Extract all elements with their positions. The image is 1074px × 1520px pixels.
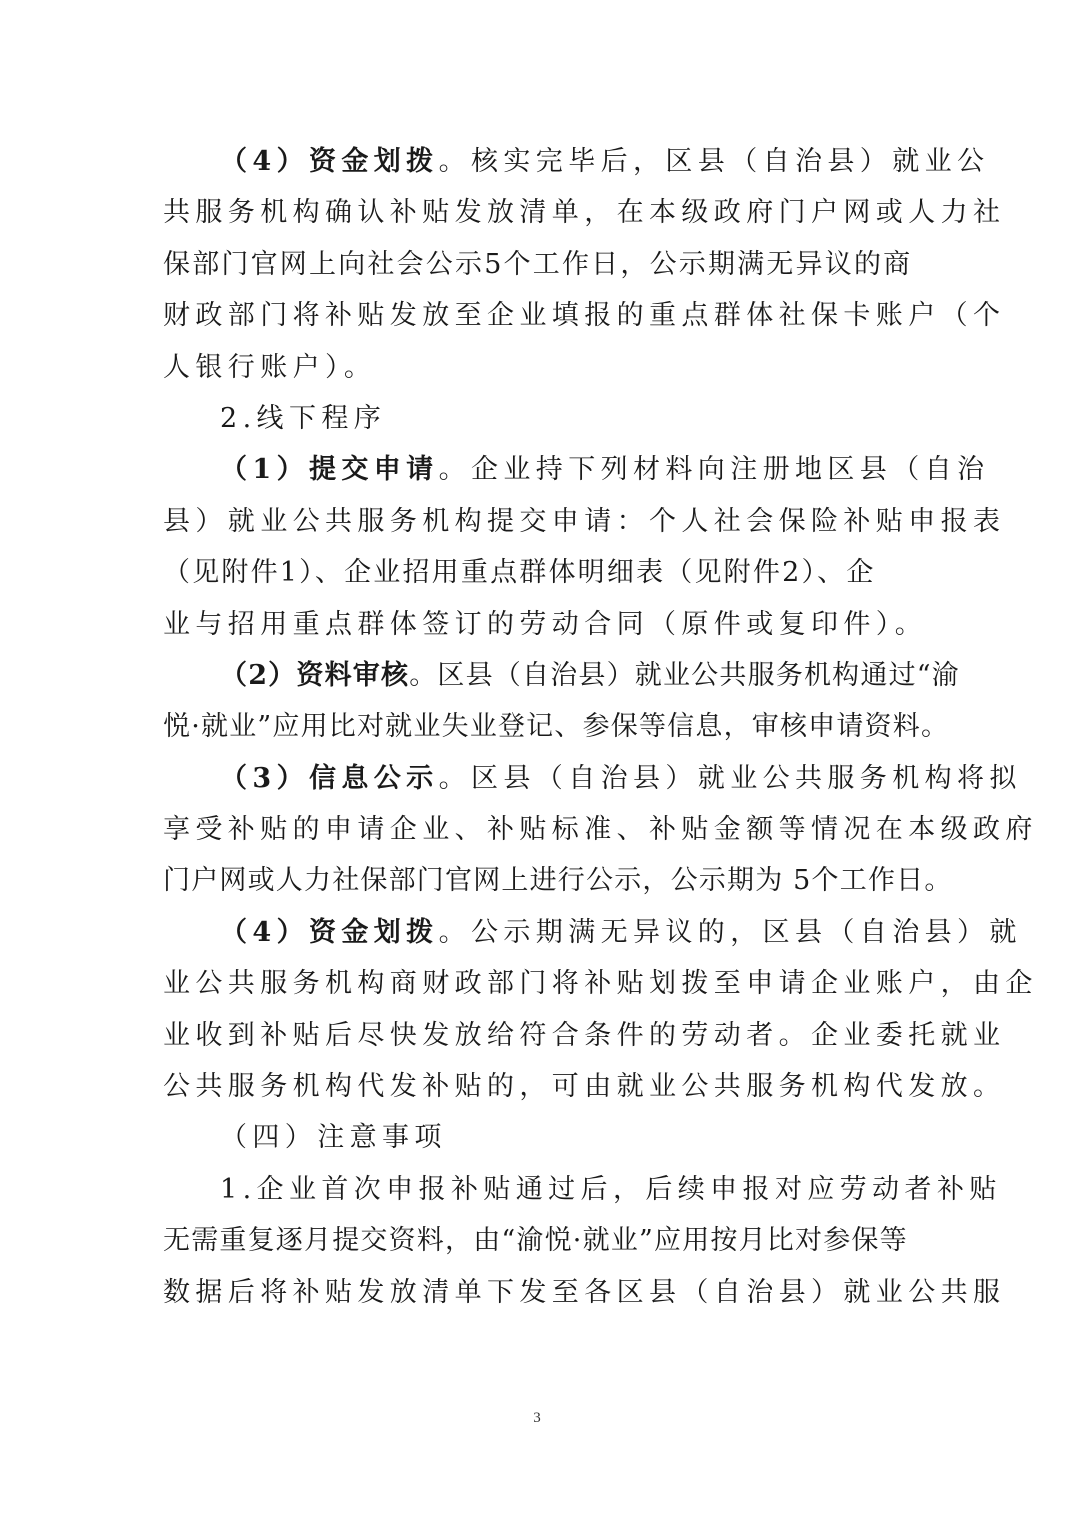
paragraph-line (163, 907, 1022, 958)
page-number: 3 (533, 1410, 541, 1426)
item-lead: （4）资金划拨 (220, 916, 439, 948)
paragraph-line: 业与招用重点群体签订的劳动合同（原件或复印件）。 (163, 608, 928, 640)
paragraph-line: 业公共服务机构商财政部门将补贴划拨至申请企业账户，由企 (163, 968, 1038, 1000)
item-lead: （3）信息公示 (220, 762, 439, 794)
paragraph-text: 。核实完毕后，区县（自治县）就业公 (438, 146, 990, 177)
paragraph-line: （见附件1）、企业招用重点群体明细表（见附件2）、企 (163, 557, 876, 589)
document-body (163, 136, 1038, 1318)
paragraph-line: 公共服务机构代发补贴的，可由就业公共服务机构代发放。 (163, 1071, 1006, 1103)
item-lead: （1）提交申请 (220, 454, 439, 486)
item-lead: （2）资料审核 (220, 659, 410, 691)
paragraph-line: 1.企业首次申报补贴通过后，后续申报对应劳动者补贴 (220, 1173, 1002, 1205)
section-heading: （四）注意事项 (220, 1122, 447, 1154)
paragraph-line: 保部门官网上向社会公示5个工作日，公示期满无异议的商 (163, 248, 913, 280)
section-heading: 2.线下程序 (220, 402, 387, 434)
paragraph-line (163, 753, 1022, 804)
paragraph-text: 。企业持下列材料向注册地区县（自治 (438, 454, 990, 486)
paragraph-line: 共服务机构确认补贴发放清单，在本级政府门户网或人力社 (163, 197, 1006, 229)
paragraph-text: 。区县（自治县）就业公共服务机构通过“渝 (409, 659, 960, 691)
paragraph-line: 享受补贴的申请企业、补贴标准、补贴金额等情况在本级政府 (163, 814, 1038, 846)
paragraph-line (163, 136, 990, 187)
paragraph-text: 。公示期满无异议的，区县（自治县）就 (438, 916, 1022, 948)
paragraph-line: 业收到补贴后尽快发放给符合条件的劳动者。企业委托就业 (163, 1019, 1006, 1051)
paragraph-line: 无需重复逐月提交资料，由“渝悦·就业”应用按月比对参保等 (163, 1225, 908, 1257)
paragraph-line (163, 650, 960, 701)
paragraph-line (163, 444, 990, 495)
item-lead: （4）资金划拨 (220, 146, 439, 177)
paragraph-line: 人银行账户）。 (163, 351, 377, 383)
paragraph-line: 悦·就业”应用比对就业失业登记、参保等信息，审核申请资料。 (163, 711, 950, 743)
paragraph-line: 门户网或人力社保部门官网上进行公示，公示期为 5个工作日。 (163, 865, 953, 897)
paragraph-line: 县）就业公共服务机构提交申请：个人社会保险补贴申报表 (163, 505, 1006, 537)
paragraph-line: 数据后将补贴发放清单下发至各区县（自治县）就业公共服 (163, 1276, 1006, 1308)
paragraph-text: 。区县（自治县）就业公共服务机构将拟 (438, 762, 1022, 794)
paragraph-line: 财政部门将补贴发放至企业填报的重点群体社保卡账户（个 (163, 300, 1006, 332)
